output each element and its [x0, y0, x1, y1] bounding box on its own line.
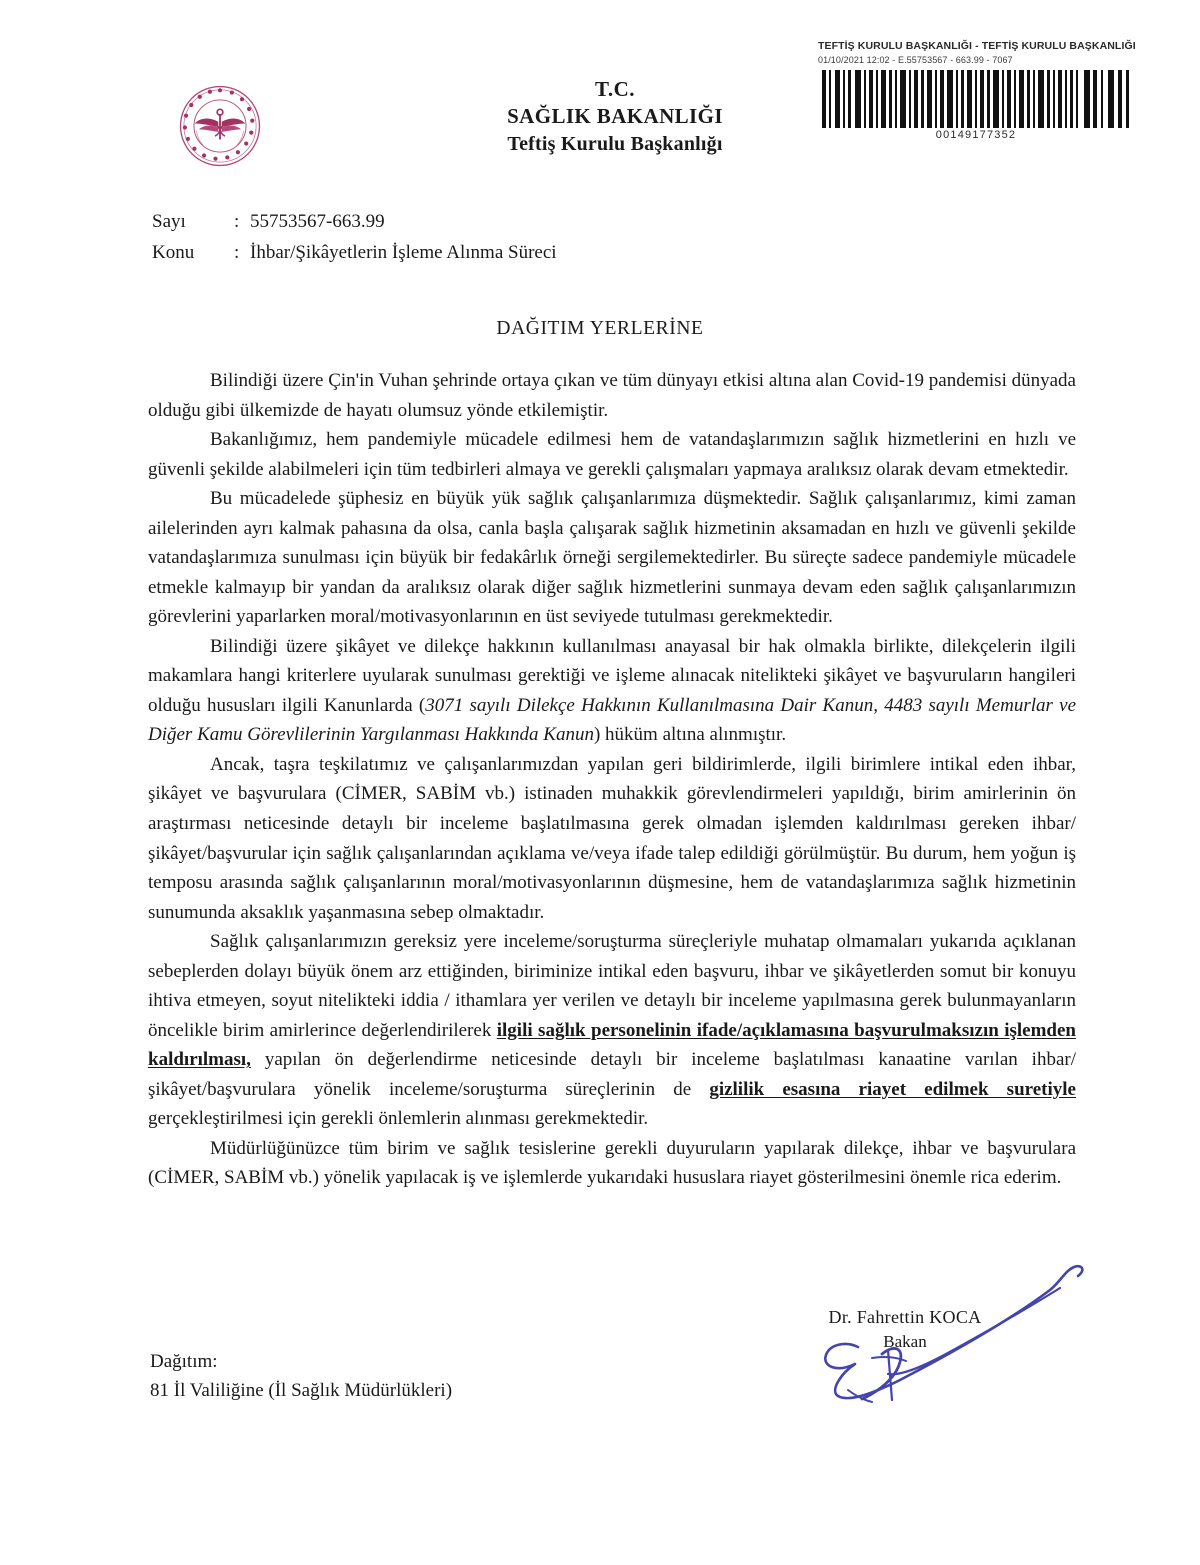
- paragraph-7: Müdürlüğünüzce tüm birim ve sağlık tesislerine gerekli duyuruların yapılarak dilekçe, ihbar ve başvurulara (CİMER, SABİM vb.) yönelik yapılacak iş ve işlemlerde yukarıdaki hususlara riayet gösterilmesini önemle rica ederim.: [148, 1137, 1076, 1189]
- barcode-office-label: TEFTİŞ KURULU BAŞKANLIĞI - TEFTİŞ KURULU BAŞKANLIĞI: [818, 40, 1136, 52]
- sayi-colon: :: [234, 211, 240, 232]
- distribution-block: [150, 1348, 452, 1406]
- meta-row-sayi: [152, 207, 557, 238]
- title-ministry: SAĞLIK BAKANLIĞI: [507, 104, 723, 129]
- document-title-block: [430, 76, 800, 157]
- barcode-block: [818, 40, 1138, 141]
- signature-block: [760, 1262, 1090, 1412]
- paragraph-6-middle: yapılan ön değerlendirme neticesinde detaylı bir inceleme başlatılması kanaatine varılan ihbar/şikâyet/başvurulara yönelik inceleme/soruşturma süreçlerinin de: [148, 1049, 1076, 1100]
- paragraph-6: [148, 927, 1076, 1134]
- paragraph-4-tail: ) hüküm altına alınmıştır.: [593, 724, 787, 746]
- document-header: [0, 0, 1200, 185]
- paragraph-4-lead: Bilindiği üzere şikâyet ve dilekçe hakkının kullanılması anayasal bir hak olmakla birlikte, dilekçelerin ilgili makamlara hangi kriterlere uyularak sunulması gerektiği ve işleme alınacak nitelikteki şikâyet ve başvuruların hangileri olduğu hususları ilgili Kanunlarda (: [148, 635, 1076, 716]
- paragraph-4: [148, 632, 1076, 750]
- signatory-role: Bakan: [883, 1332, 927, 1351]
- document-meta: [152, 207, 557, 269]
- ministry-of-health-emblem-icon: [178, 84, 262, 168]
- addressee-heading: DAĞITIM YERLERİNE: [496, 318, 704, 339]
- title-department: Teftiş Kurulu Başkanlığı: [507, 132, 723, 155]
- distribution-line-1: 81 İl Valiliğine (İl Sağlık Müdürlükleri): [150, 1379, 453, 1401]
- paragraph-1: Bilindiği üzere Çin'in Vuhan şehrinde ortaya çıkan ve tüm dünyayı etkisi altına alan Covid-19 pandemisi dünyada olduğu gibi ülkemizde de hayatı olumsuz yönde etkilemiştir.: [148, 370, 1076, 421]
- document-body: [148, 366, 1076, 1193]
- paragraph-5: Ancak, taşra teşkilatımız ve çalışanlarımızdan yapılan geri bildirimlerde, ilgili birimlere intikal eden ihbar, şikâyet ve başvurulara (CİMER, SABİM vb.) istinaden muhakkik görevlendirmeleri yapıldığı, birim amirlerinin ön araştırması neticesinde detaylı bir inceleme başlatılmasına gerek olmadan işlemden kaldırılması gereken ihbar/şikâyet/başvurular için sağlık çalışanlarından açıklama ve/veya ifade talep edildiği görülmüştür. Bu durum, hem yoğun iş temposu arasında sağlık çalışanlarının moral/motivasyonlarının düşmesine, hem de vatandaşlarımıza sağlık hizmetinin sunumunda aksaklık yaşanmasına sebep olmaktadır.: [148, 753, 1076, 923]
- title-tc: T.C.: [594, 77, 636, 101]
- konu-label: Konu: [152, 241, 195, 263]
- paragraph-6-lead: Sağlık çalışanlarımızın gereksiz yere inceleme/soruşturma süreçleriyle muhatap olmamaları yukarıda açıklanan sebeplerden dolayı büyük önem arz ettiğinden, biriminize intikal eden başvuru, ihbar ve şikâyetlerden somut bir konuyu ihtiva etmeyen, soyut nitelikteki iddia / ithamlara yer verilen ve detaylı bir inceleme yapılmasına gerek bulunmayanların öncelikle birim amirlerince değerlendirilerek: [148, 931, 1076, 1041]
- paragraph-6-emphasis-one: ilgili sağlık personelinin ifade/açıklamasına başvurulmaksızın işlemden kaldırılması,: [148, 1019, 1076, 1071]
- konu-value: İhbar/Şikâyetlerin İşleme Alınma Süreci: [250, 241, 557, 263]
- paragraph-6-emphasis-two: gizlilik esasına riayet edilmek suretiyle: [709, 1078, 1076, 1100]
- signatory-name: Dr. Fahrettin KOCA: [828, 1307, 982, 1327]
- sayi-label: Sayı: [152, 211, 186, 232]
- barcode-meta-label: 01/10/2021 12:02 - E.55753567 - 663.99 - 7067: [818, 54, 1013, 65]
- paragraph-6-tail: gerçekleştirilmesi için gerekli önlemlerin alınması gerekmektedir.: [148, 1108, 649, 1130]
- meta-row-konu: [152, 238, 557, 269]
- paragraph-4-law-citation: 3071 sayılı Dilekçe Hakkının Kullanılmasına Dair Kanun, 4483 sayılı Memurlar ve Diğer Kamu Görevlilerinin Yargılanması Hakkında Kanun: [148, 694, 1076, 746]
- sayi-value: 55753567-663.99: [250, 211, 385, 232]
- konu-colon: :: [234, 241, 240, 263]
- barcode-image: [818, 70, 1134, 128]
- paragraph-2: Bakanlığımız, hem pandemiyle mücadele edilmesi hem de vatandaşlarımızın sağlık hizmetlerini en hızlı ve güvenli şekilde alabilmeleri için tüm tedbirleri almaya ve gerekli çalışmaları yapmaya aralıksız olarak devam etmektedir.: [148, 429, 1076, 480]
- distribution-label: Dağıtım:: [150, 1351, 218, 1372]
- paragraph-3: Bu mücadelede şüphesiz en büyük yük sağlık çalışanlarımıza düşmektedir. Sağlık çalışanlarımız, kimi zaman ailelerinden ayrı kalmak pahasına da olsa, canla başla çalışarak sağlık hizmetinin aksamadan en hızlı ve güvenli şekilde vatandaşlarımıza sunulması için büyük bir fedakârlık örneği sergilemektedirler. Bu süreçte sadece pandemiyle mücadele etmekle kalmayıp bir yandan da aralıksız olarak diğer sağlık hizmetlerini sunmaya devam eden sağlık çalışanlarımızın görevlerini yaparlarken moral/motivasyonlarının en üst seviyede tutulması gerekmektedir.: [148, 488, 1076, 628]
- barcode-number: 00149177352: [935, 128, 1017, 141]
